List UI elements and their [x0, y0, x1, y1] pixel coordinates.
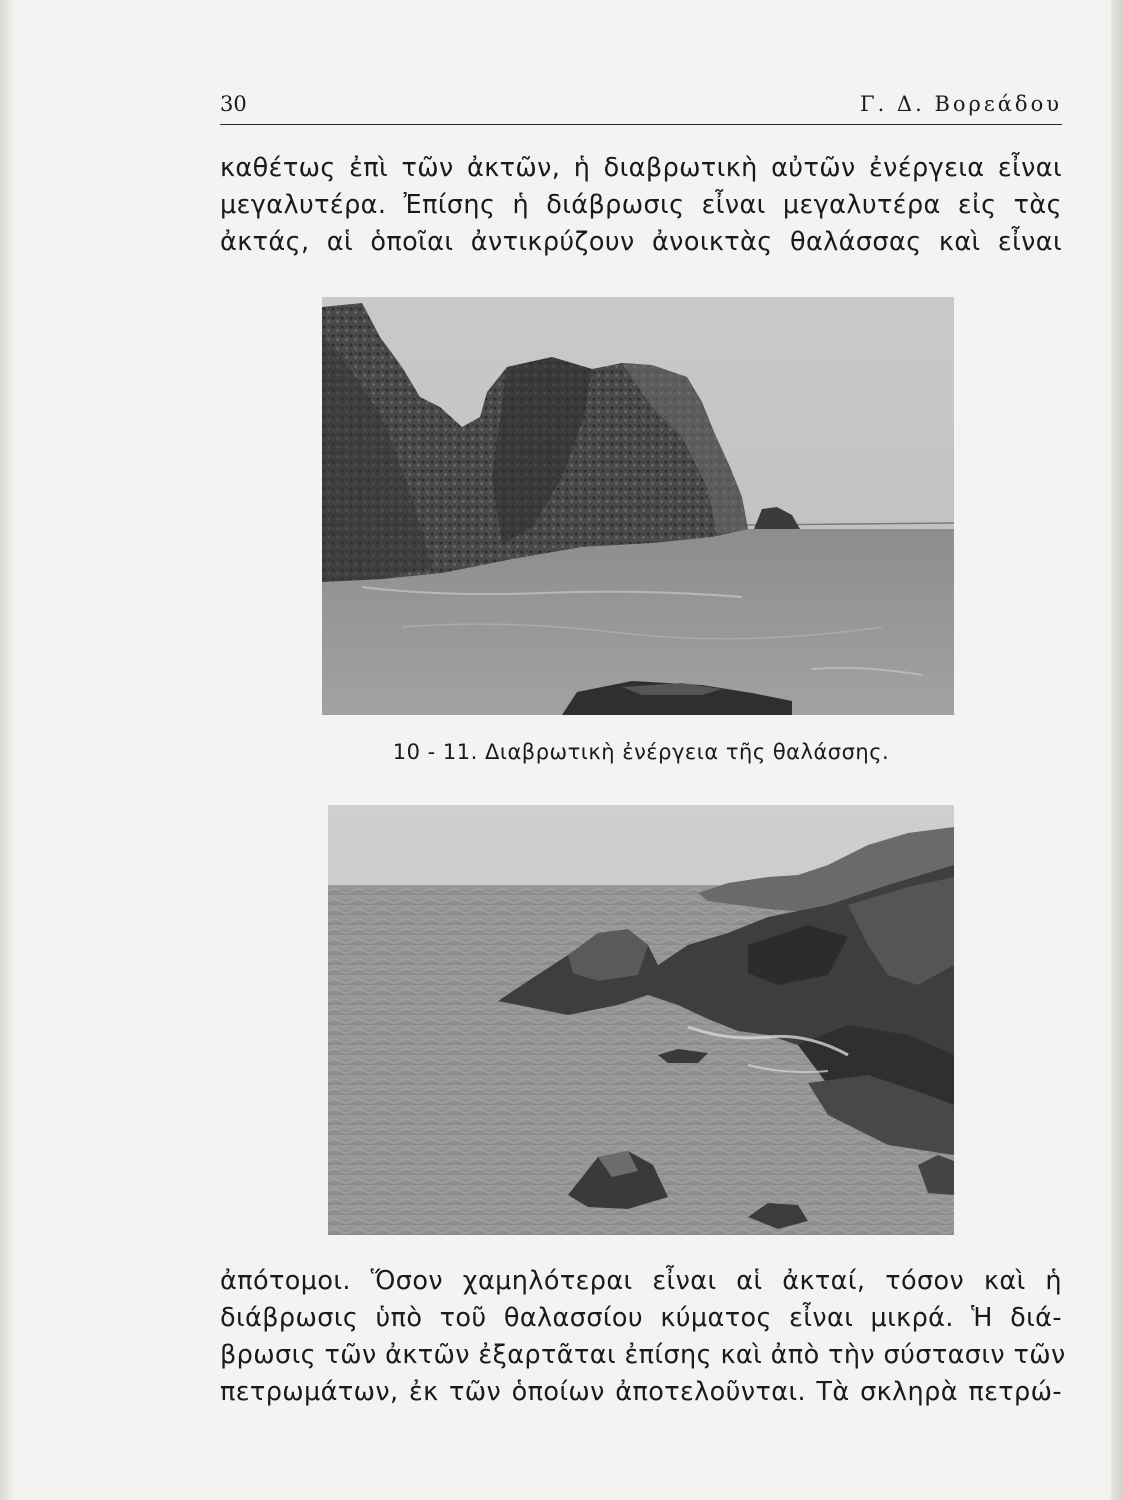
- figure-caption: 10 - 11. Διαβρωτικὴ ἐνέργεια τῆς θαλάσσης.: [392, 740, 890, 764]
- page-header: [220, 90, 1062, 125]
- text-line: ἀπότομοι. Ὅσον χαμηλότεραι εἶναι αἱ ἀκταί, τόσον καὶ ἡ: [220, 1266, 1062, 1296]
- running-head: Γ. Δ. Βορεάδου: [860, 92, 1062, 116]
- page-right-edge: [1111, 0, 1123, 1500]
- text-line: πετρωμάτων, ἐκ τῶν ὁποίων ἀποτελοῦνται. Τὰ σκληρὰ πετρώ-: [220, 1377, 1062, 1407]
- paragraph-top: [220, 150, 1062, 261]
- text-line: καθέτως ἐπὶ τῶν ἀκτῶν, ἡ διαβρωτικὴ αὐτῶν ἐνέργεια εἶναι: [220, 153, 1062, 183]
- page-number: 30: [220, 92, 247, 116]
- text-line: ἀκτάς, αἱ ὁποῖαι ἀντικρύζουν ἀνοικτὰς θαλάσσας καὶ εἶναι: [220, 227, 1062, 257]
- text-line: μεγαλυτέρα. Ἐπίσης ἡ διάβρωσις εἶναι μεγαλυτέρα εἰς τὰς: [220, 190, 1062, 220]
- paragraph-bottom: [220, 1263, 1066, 1411]
- figure-sea-cliff: [322, 297, 954, 715]
- sea-cliff-photo: [322, 297, 954, 715]
- figure-rocky-shore: [328, 805, 954, 1235]
- text-line: διάβρωσις ὑπὸ τοῦ θαλασσίου κύματος εἶναι μικρά. Ἡ διά-: [220, 1303, 1062, 1333]
- page-left-shadow: [0, 0, 14, 1500]
- text-line: βρωσις τῶν ἀκτῶν ἐξαρτᾶται ἐπίσης καὶ ἀπὸ τὴν σύστασιν τῶν: [220, 1340, 1066, 1370]
- rocky-shore-photo: [328, 805, 954, 1235]
